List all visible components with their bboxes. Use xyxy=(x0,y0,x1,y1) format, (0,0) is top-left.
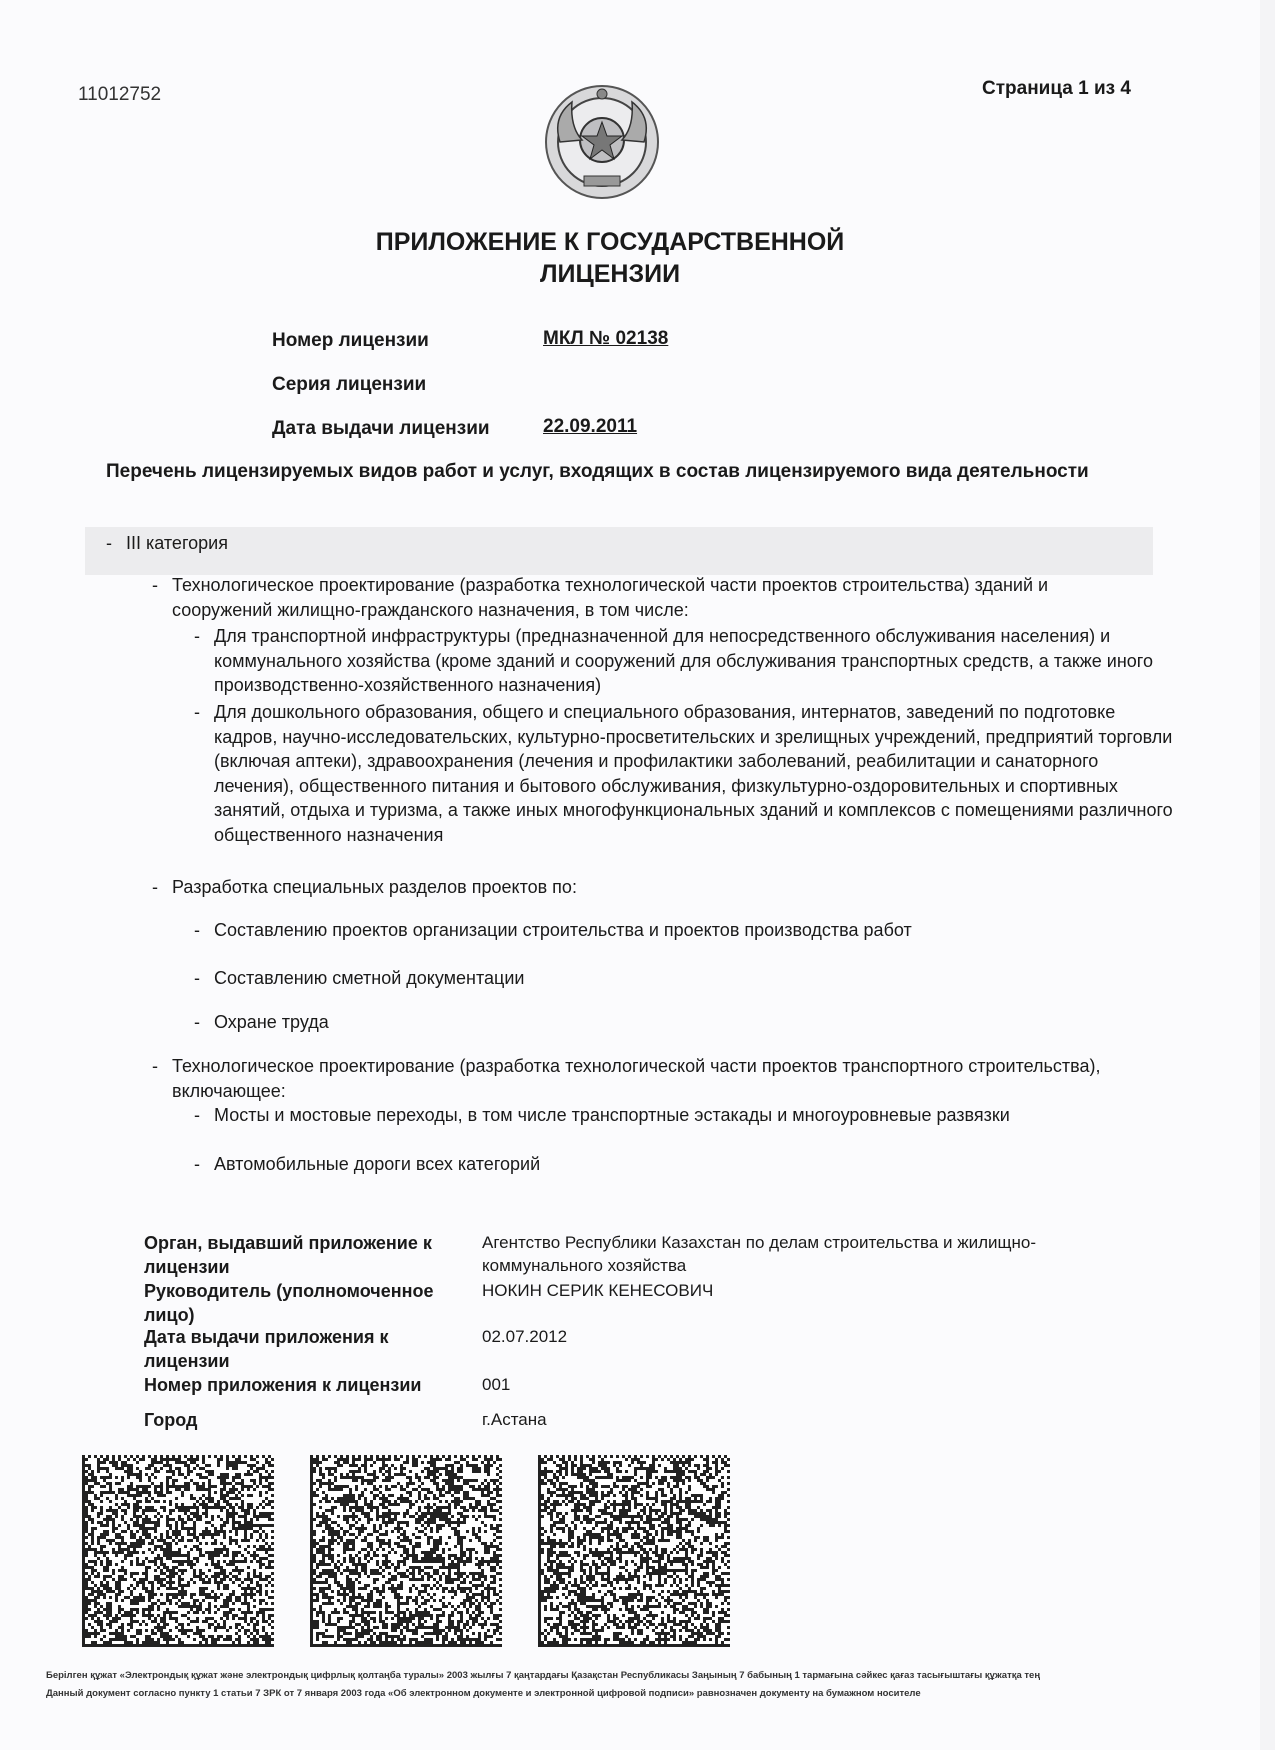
title-line-1: ПРИЛОЖЕНИЕ К ГОСУДАРСТВЕННОЙ xyxy=(375,228,845,256)
state-emblem-icon xyxy=(542,82,662,202)
list-item: - Для транспортной инфраструктуры (предназначенной для непосредственного обслуживания населения) и коммунального хозяйства (кроме зданий и сооружений для обслуживания транспортных средств, а также иного производственно-хозяйственного назначения) xyxy=(194,626,1153,695)
appendix-date-value: 02.07.2012 xyxy=(482,1327,568,1346)
list-item: - Разработка специальных разделов проектов по: xyxy=(152,877,577,897)
appendix-number-value: 001 xyxy=(482,1375,511,1394)
list-item: - Технологическое проектирование (разработка технологической части проектов транспортного строительства), включающее: xyxy=(152,1056,1101,1101)
qr-code-icon xyxy=(82,1455,274,1647)
issuer-head-value: НОКИН СЕРИК КЕНЕСОВИЧ xyxy=(482,1281,714,1300)
list-item: - Составлению проектов организации строительства и проектов производства работ xyxy=(194,920,912,940)
license-date-value: 22.09.2011 xyxy=(543,416,638,437)
issuer-head-label: Руководитель (уполномоченное лицо) xyxy=(144,1281,434,1325)
license-date-label: Дата выдачи лицензии xyxy=(272,418,490,439)
list-item: - Для дошкольного образования, общего и специального образования, интернатов, заведений по подготовке кадров, научно-исследовательских, культурно-просветительских и зрелищных учреждений, предприятий торговли (включая аптеки), здравоохранения (лечения и профилактики заболеваний, реабилитации и санаторного лечения), общественного питания и бытового обслуживания, физкультурно-оздоровительных и спортивных занятий, отдыха и туризма, а также иных многофункциональных зданий и комплексов с помещениями различного общественного назначения xyxy=(194,702,1173,845)
issuer-organ-value: Агентство Республики Казахстан по делам строительства и жилищно-коммунального хозяйства xyxy=(482,1233,1037,1275)
qr-code-icon xyxy=(310,1455,502,1647)
license-number-label: Номер лицензии xyxy=(272,330,429,351)
list-item: - III категория xyxy=(106,533,228,553)
page-indicator: Страница 1 из 4 xyxy=(982,78,1131,99)
list-item: - Технологическое проектирование (разработка технологической части проектов строительства) зданий и сооружений жилищно-гражданского назначения, в том числе: xyxy=(152,575,1049,620)
list-item: - Охране труда xyxy=(194,1012,329,1032)
city-label: Город xyxy=(144,1410,198,1430)
page-title xyxy=(300,226,920,290)
issuer-organ-label: Орган, выдавший приложение к лицензии xyxy=(144,1233,432,1277)
appendix-number-label: Номер приложения к лицензии xyxy=(144,1375,422,1395)
scan-shadow xyxy=(85,527,1153,575)
list-item: - Составлению сметной документации xyxy=(194,968,525,988)
appendix-date-label: Дата выдачи приложения к лицензии xyxy=(144,1327,389,1371)
qr-code-icon xyxy=(538,1455,730,1647)
title-line-2: ЛИЦЕНЗИИ xyxy=(539,260,681,288)
license-number-value: МКЛ № 02138 xyxy=(543,328,669,349)
license-series-label: Серия лицензии xyxy=(272,374,427,395)
list-heading: Перечень лицензируемых видов работ и услуг, входящих в состав лицензируемого вида деятельности xyxy=(106,461,1089,482)
document-number: 11012752 xyxy=(78,84,162,105)
footnote-russian: Данный документ согласно пункту 1 статьи 7 ЗРК от 7 января 2003 года «Об электронном документе и электронной цифровой подписи» равнозначен документу на бумажном носителе xyxy=(46,1688,921,1699)
list-item: - Автомобильные дороги всех категорий xyxy=(194,1154,541,1174)
city-value: г.Астана xyxy=(482,1410,547,1429)
list-item: - Мосты и мостовые переходы, в том числе транспортные эстакады и многоуровневые развязки xyxy=(194,1105,1010,1125)
footnote-kazakh: Берілген құжат «Электрондық құжат және электрондық цифрлық қолтаңба туралы» 2003 жылғы 7 қаңтардағы Қазақстан Республикасы Заңының 7 бабының 1 тармағына сәйкес қағаз тасығыштағы құжатқа тең xyxy=(46,1670,1041,1681)
